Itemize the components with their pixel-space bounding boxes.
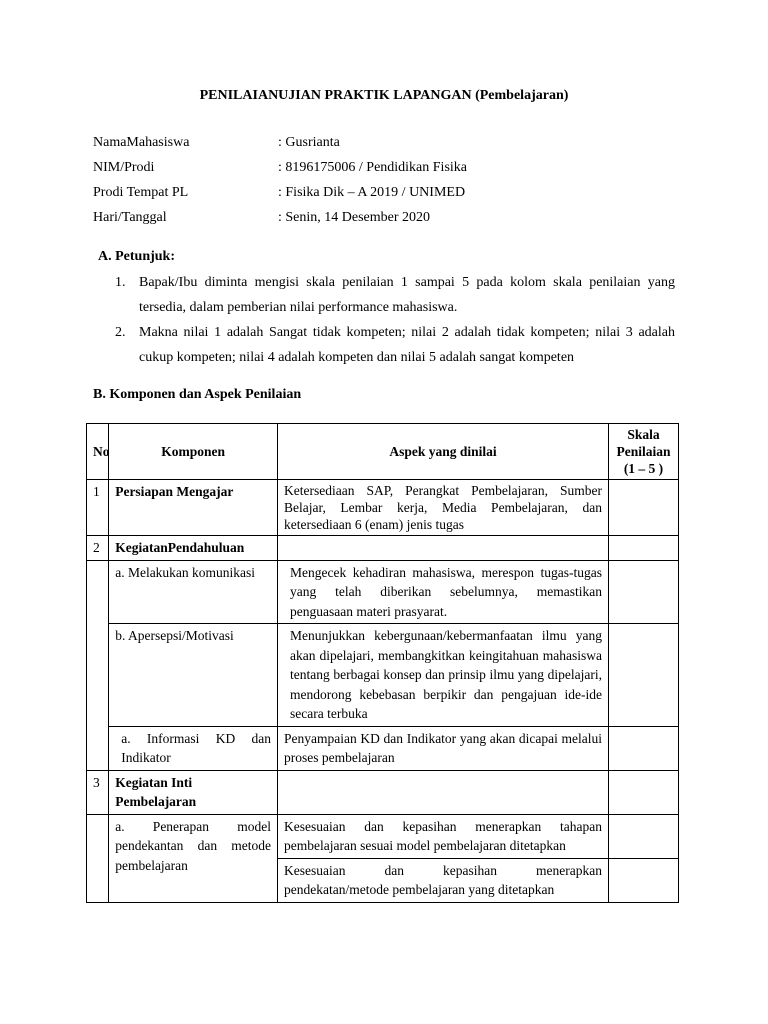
section-a-heading: A. Petunjuk: (98, 249, 176, 264)
table-row (87, 814, 679, 858)
table-row (87, 560, 679, 624)
row-komponen: Persiapan Mengajar (109, 480, 278, 536)
score-cell[interactable] (609, 858, 679, 902)
header-skala: Skala Penilaian (1 – 5 ) (609, 424, 679, 480)
table-row (87, 770, 679, 814)
row-aspek (278, 770, 609, 814)
page-title: PENILAIANUJIAN PRAKTIK LAPANGAN (Pembelajaran) (199, 88, 569, 103)
row-komponen: b. Apersepsi/Motivasi (109, 624, 278, 727)
score-cell[interactable] (609, 770, 679, 814)
row-komponen: KegiatanPendahuluan (109, 536, 278, 561)
info-label: Prodi Tempat PL (93, 185, 189, 200)
info-value: : Senin, 14 Desember 2020 (278, 210, 431, 225)
instruction-number: 1. (115, 275, 126, 290)
table-row (87, 536, 679, 561)
instruction-number: 2. (115, 325, 126, 340)
row-number: 1 (87, 480, 109, 536)
row-aspek: Kesesuaian dan kepasihan menerapkan tahapan pembelajaran sesuai model pembelajaran ditetapkan (278, 814, 609, 858)
table-row (87, 726, 679, 770)
info-value: : Fisika Dik – A 2019 / UNIMED (278, 185, 466, 200)
table-row (87, 624, 679, 727)
score-cell[interactable] (609, 480, 679, 536)
header-no: No (87, 424, 109, 480)
instruction-text: Bapak/Ibu diminta mengisi skala penilaian 1 sampai 5 pada kolom skala penilaian yang tersedia, dalam pemberian nilai performance mahasiswa. (139, 275, 675, 315)
assessment-table (86, 423, 679, 903)
info-label: Hari/Tanggal (93, 210, 167, 225)
row-aspek: Mengecek kehadiran mahasiswa, merespon tugas-tugas yang telah diberikan sebelumnya, memastikan penguasaan materi prasyarat. (278, 560, 609, 624)
score-cell[interactable] (609, 814, 679, 858)
header-aspek: Aspek yang dinilai (278, 424, 609, 480)
header-komponen: Komponen (109, 424, 278, 480)
score-cell[interactable] (609, 624, 679, 727)
score-cell[interactable] (609, 726, 679, 770)
instruction-text: Makna nilai 1 adalah Sangat tidak kompeten; nilai 2 adalah tidak kompeten; nilai 3 adalah cukup kompeten; nilai 4 adalah kompeten dan nilai 5 adalah sangat kompeten (139, 325, 675, 365)
info-label: NamaMahasiswa (93, 135, 190, 150)
info-label: NIM/Prodi (93, 160, 155, 175)
row-number: 2 (87, 536, 109, 561)
score-cell[interactable] (609, 560, 679, 624)
row-komponen: a. Penerapan model pendekantan dan metode pembelajaran (109, 814, 278, 902)
row-aspek: Kesesuaian dan kepasihan menerapkan pendekatan/metode pembelajaran yang ditetapkan (278, 858, 609, 902)
row-number-empty (87, 814, 109, 902)
row-aspek: Menunjukkan kebergunaan/kebermanfaatan ilmu yang akan dipelajari, membangkitkan keingitahuan mahasiswa tentang berbagai konsep dan prinsip ilmu yang dipelajari, mendorong kebebasan berpikir dan pengajuan ide-ide secara terbuka (278, 624, 609, 727)
section-b-heading: B. Komponen dan Aspek Penilaian (93, 387, 302, 402)
row-aspek: Ketersediaan SAP, Perangkat Pembelajaran, Sumber Belajar, Lembar kerja, Media Pembelajaran, dan ketersediaan 6 (enam) jenis tugas (278, 480, 609, 536)
instruction-item-2 (115, 320, 675, 370)
instruction-item-1 (115, 270, 675, 320)
row-number: 3 (87, 770, 109, 814)
row-komponen: a. Informasi KD dan Indikator (109, 726, 278, 770)
row-komponen: Kegiatan Inti Pembelajaran (109, 770, 278, 814)
row-aspek (278, 536, 609, 561)
info-value: : Gusrianta (278, 135, 340, 150)
row-komponen: a. Melakukan komunikasi (109, 560, 278, 624)
score-cell[interactable] (609, 536, 679, 561)
table-row (87, 480, 679, 536)
info-value: : 8196175006 / Pendidikan Fisika (278, 160, 467, 175)
row-number-empty (87, 560, 109, 770)
table-header-row (87, 424, 679, 480)
row-aspek: Penyampaian KD dan Indikator yang akan dicapai melalui proses pembelajaran (278, 726, 609, 770)
